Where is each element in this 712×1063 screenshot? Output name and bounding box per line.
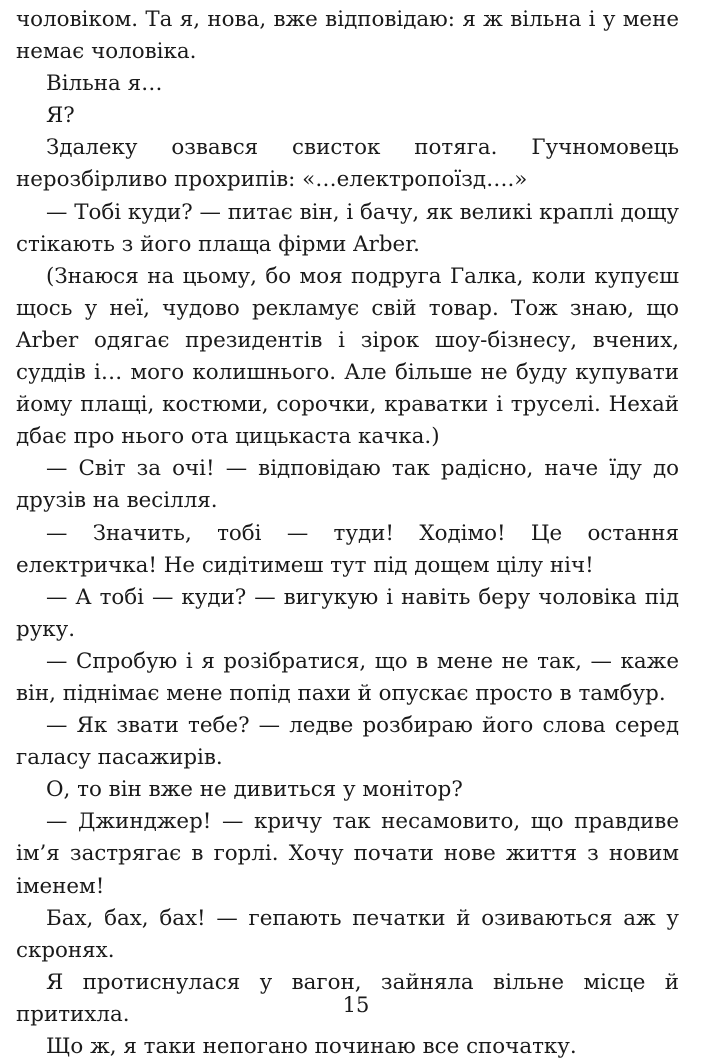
paragraph: Бах, бах, бах! — гепають печатки й озиваються аж у скронях. [16, 905, 679, 963]
paragraph: — Спробую і я розібратися, що в мене не так, — каже він, піднімає мене попід пахи й опускає просто в тамбур. [16, 648, 679, 706]
paragraph: — А тобі — куди? — вигукую і навіть беру чоловіка під руку. [16, 584, 679, 642]
paragraph: Вільна я… [46, 71, 163, 97]
page-number: 15 [342, 993, 370, 1017]
page-body [16, 4, 679, 1063]
paragraph: Я? [46, 103, 75, 129]
paragraph: — Значить, тобі — туди! Ходімо! Це остання електричка! Не сидітимеш тут під дощем цілу ніч! [16, 520, 679, 578]
paragraph: — Як звати тебе? — ледве розбираю його слова серед галасу пасажирів. [16, 713, 679, 771]
paragraph: — Джинджер! — кричу так несамовито, що правдиве ім’я застрягає в горлі. Хочу почати нове життя з новим іменем! [16, 809, 679, 899]
paragraph: Що ж, я таки непогано починаю все спочатку. [46, 1034, 577, 1059]
paragraph: — Тобі куди? — питає він, і бачу, як великі краплі дощу стікають з його плаща фірми Arber. [16, 199, 679, 257]
paragraph: (Знаюся на цьому, бо моя подруга Галка, коли купуєш щось у неї, чудово рекламує свій товар. Тож знаю, що Arber одягає президентів і зірок шоу-бізнесу, вчених, суддів і… мого колишнього. Але більше не буду купувати йому плащі, костюми, сорочки, краватки і труселі. Нехай дбає про нього ота цицькаста качка.) [16, 263, 679, 450]
paragraph: — Світ за очі! — відповідаю так радісно, наче їду до друзів на весілля. [16, 456, 679, 514]
paragraph: О, то він вже не дивиться у монітор? [46, 777, 463, 803]
paragraph: Здалеку озвався свисток потяга. Гучномовець нерозбірливо прохрипів: «…електропоїзд….» [16, 135, 679, 193]
paragraph: Я протиснулася у вагон, зайняла вільне місце й притихла. [16, 969, 679, 1027]
paragraph-continued: чоловіком. Та я, нова, вже відповідаю: я ж вільна і у мене немає чоловіка. [16, 7, 679, 65]
